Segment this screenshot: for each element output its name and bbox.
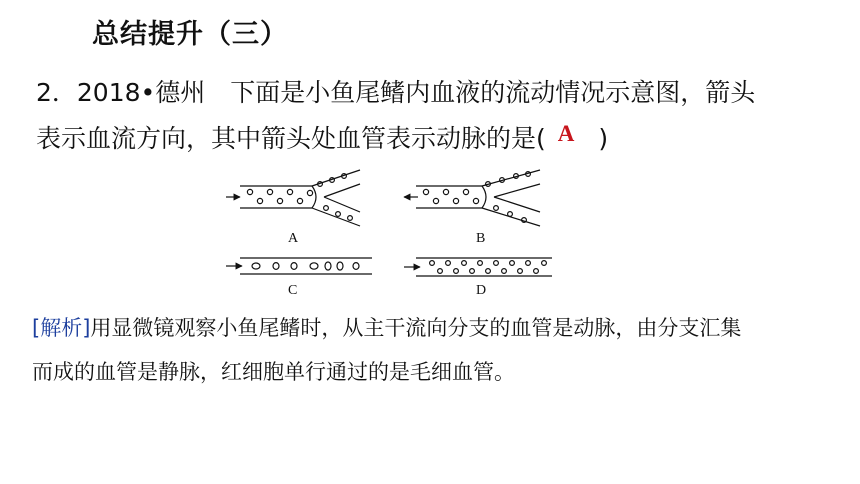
diagram-a [226, 170, 360, 226]
cells-c [252, 262, 359, 270]
label-b: B [476, 231, 486, 246]
question-line-1: 2．2018•德州 下面是小鱼尾鳍内血液的流动情况示意图，箭头 [36, 78, 756, 107]
explanation-tag: [解析] [32, 316, 91, 340]
page-title: 总结提升（三） [92, 19, 288, 50]
answer-mark: A [557, 121, 575, 146]
label-a: A [288, 231, 299, 246]
question-text: 表示血流方向，其中箭头处血管表示动脉的是( [36, 124, 546, 153]
diagram-b [404, 170, 540, 226]
explanation-line-2: 而成的血管是静脉，红细胞单行通过的是毛细血管。 [32, 360, 515, 384]
diagram-c [226, 258, 372, 274]
question-line-2 [36, 122, 608, 157]
explanation-text-1: 用显微镜观察小鱼尾鳍时，从主干流向分支的血管是动脉，由分支汇集 [90, 316, 742, 340]
cells-a [247, 174, 352, 221]
blood-flow-diagram [220, 162, 570, 302]
explanation-line-1 [32, 314, 741, 342]
question-close-paren: ) [598, 124, 609, 153]
cells-b [423, 172, 530, 223]
label-c: C [288, 283, 298, 298]
diagram-d [404, 258, 552, 276]
cells-d [430, 261, 547, 274]
label-d: D [476, 283, 487, 298]
